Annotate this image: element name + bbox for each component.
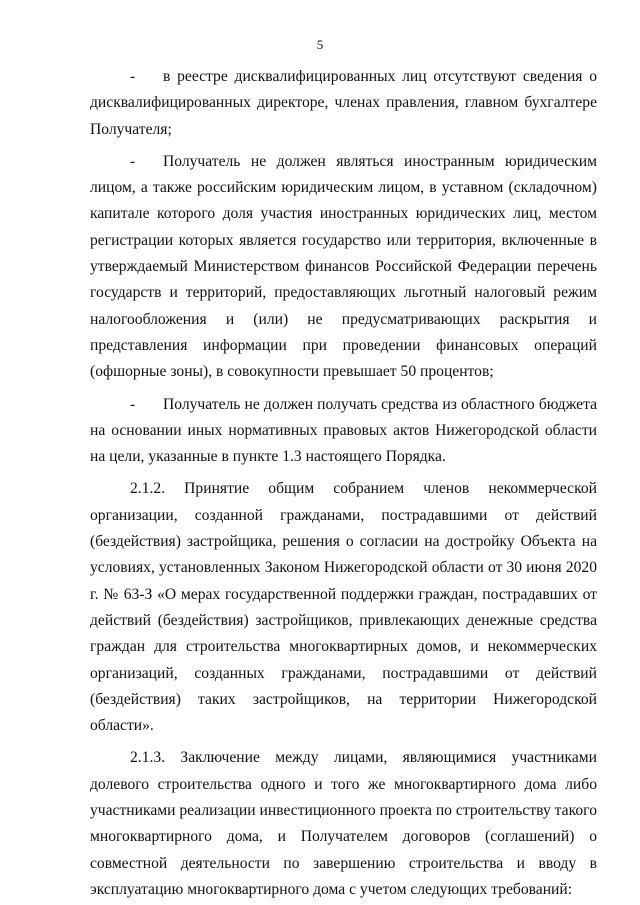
bullet-text: Получатель не должен получать средства из областного бюджета на основании иных нормативных правовых актов Нижегородской области на цели, указанные в пункте 1.3 настоящего Порядка. (90, 395, 597, 466)
bullet-text: в реестре дисквалифицированных лиц отсутствуют сведения о дисквалифицированных директоре, членах правления, главном бухгалтере Получателя; (90, 68, 597, 138)
bullet-item (90, 149, 597, 386)
paragraph-2-1-3: 2.1.3. Заключение между лицами, являющимися участниками долевого строительства одного и того же многоквартирного дома либо участниками реализации инвестиционного проекта по строительству такого многоквартирного дома, и Получателем договоров (соглашений) о совместной деятельности по завершению строительства и вводу в эксплуатацию многоквартирного дома с учетом следующих требований: (90, 749, 597, 898)
bullet-item (90, 392, 597, 471)
bullet-item (90, 64, 597, 143)
bullet-marker: - (130, 395, 136, 413)
page-number: 5 (316, 37, 324, 52)
bullet-marker: - (130, 152, 136, 170)
document-body (90, 64, 597, 903)
paragraph-2-1-2: 2.1.2. Принятие общим собранием членов некоммерческой организации, созданной гражданами, пострадавшими от действий (бездействия) застройщика, решения о согласии на достройку Объекта на условиях, установленных Законом Нижегородской области от 30 июня 2020 г. № 63-З «О мерах государственной поддержки граждан, пострадавших от действий (бездействия) застройщиков, привлекающих денежные средства граждан для строительства многоквартирных домов, и некоммерческих организаций, созданных гражданами, пострадавшими от действий (бездействия) таких застройщиков, на территории Нижегородской области». (90, 480, 597, 735)
bullet-marker: - (130, 68, 136, 85)
bullet-text: Получатель не должен являться иностранным юридическим лицом, а также российским юридическим лицом, в уставном (складочном) капитале которого доля участия иностранных юридических лиц, местом регистрации которых является государство или территория, включенные в утверждаемый Министерством финансов Российской Федерации перечень государств и территорий, предоставляющих льготный налоговый режим налогообложения и (или) не предусматривающих раскрытия и представления информации при проведении финансовых операций (офшорные зоны), в совокупности превышает 50 процентов; (90, 152, 597, 381)
